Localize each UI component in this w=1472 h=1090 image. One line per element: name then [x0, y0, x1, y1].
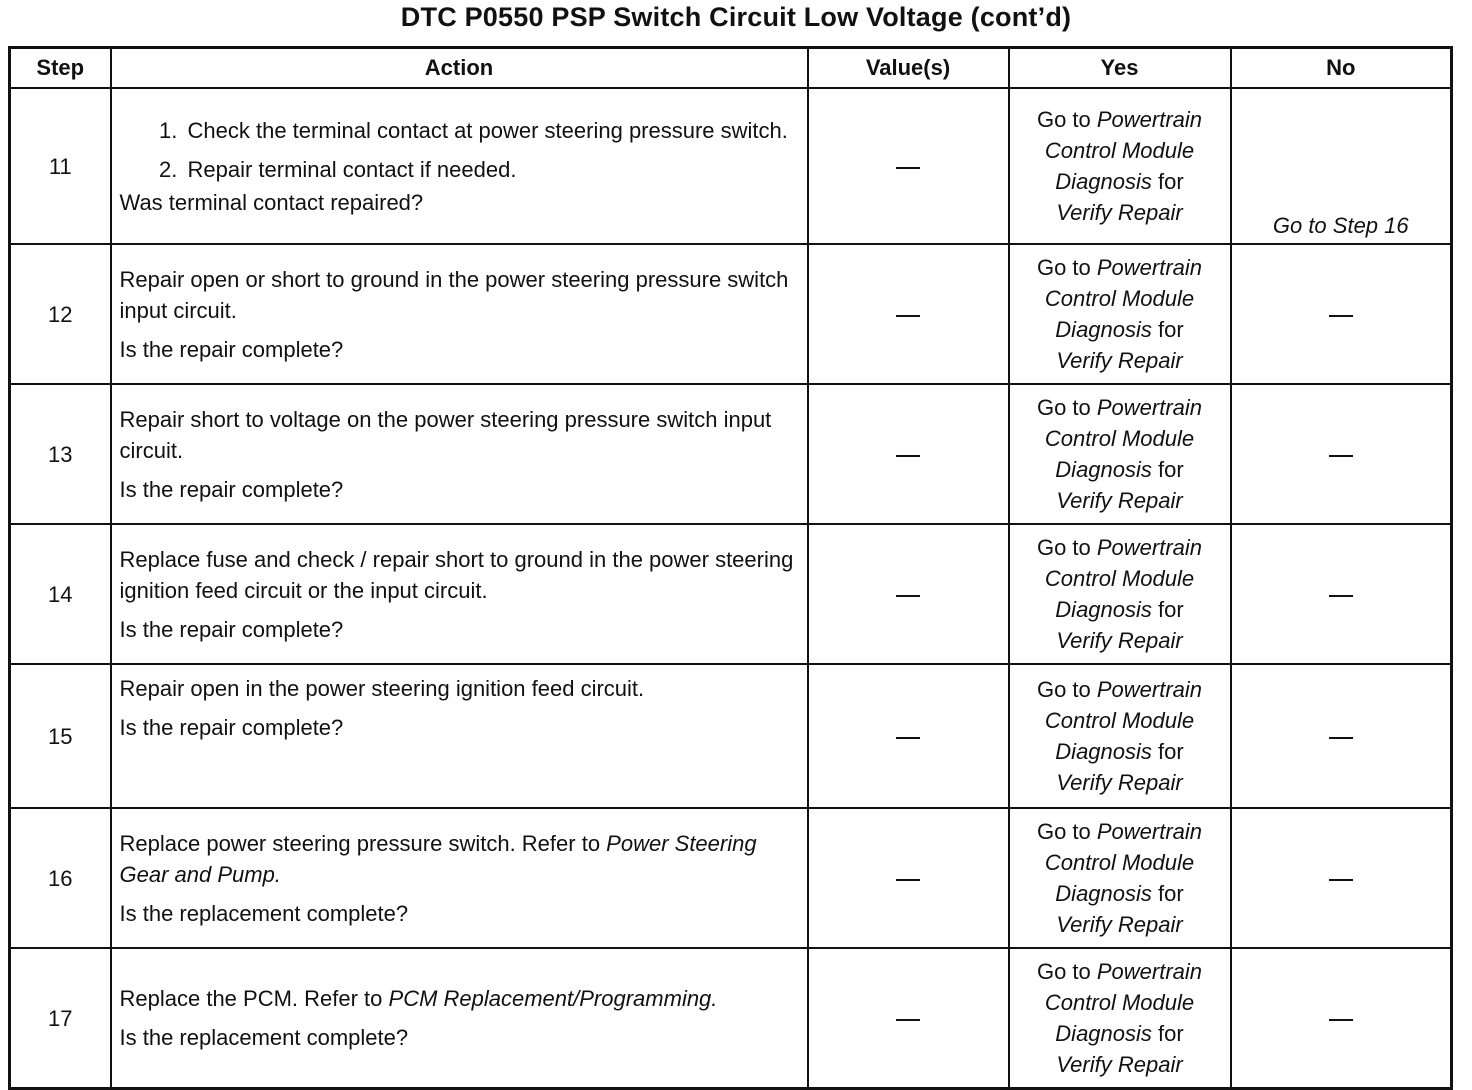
action-reference: Power Steering Gear and Pump.: [119, 830, 757, 887]
yes-ref-powertrain: Powertrain: [1096, 395, 1203, 420]
action-question: Is the replacement complete?: [119, 1025, 409, 1050]
yes-for: for: [1151, 169, 1184, 194]
action-list-item: 2. Repair terminal contact if needed.: [184, 154, 799, 185]
no-dash: [1329, 879, 1353, 881]
action-text: [120, 983, 799, 1014]
yes-cell: [1009, 524, 1231, 664]
yes-ref-powertrain: Powertrain: [1096, 819, 1203, 844]
action-question: Is the repair complete?: [119, 715, 344, 740]
no-go-to-step: Go to Step 16: [1272, 213, 1409, 238]
yes-ref-verify-repair: Verify Repair: [1056, 770, 1183, 795]
action-text: [120, 828, 799, 890]
yes-go-to: Go to: [1036, 535, 1097, 560]
page-title: DTC P0550 PSP Switch Circuit Low Voltage (cont’d): [400, 2, 1072, 32]
yes-cell: [1009, 808, 1231, 948]
action-cell: [111, 88, 808, 244]
action-prefix: Replace the PCM. Refer to: [119, 986, 389, 1011]
yes-ref-verify-repair: Verify Repair: [1056, 348, 1183, 373]
table-row: [10, 808, 1452, 948]
action-text: Repair open or short to ground in the power steering pressure switch input circuit.: [119, 266, 789, 323]
no-cell: [1231, 384, 1452, 524]
table-row: [10, 244, 1452, 384]
table-row: [10, 524, 1452, 664]
yes-ref-control-module: Control Module: [1044, 850, 1195, 875]
value-dash: [896, 315, 920, 317]
action-cell: [111, 664, 808, 808]
yes-ref-control-module: Control Module: [1044, 990, 1195, 1015]
action-cell: [111, 244, 808, 384]
yes-cell: [1009, 88, 1231, 244]
yes-cell: [1009, 664, 1231, 808]
value-dash: [896, 737, 920, 739]
no-dash: [1329, 315, 1353, 317]
header-no: No: [1231, 48, 1452, 89]
no-cell: [1231, 808, 1452, 948]
value-dash: [896, 455, 920, 457]
yes-for: for: [1151, 317, 1184, 342]
yes-go-to: Go to: [1036, 677, 1097, 702]
value-cell: [808, 88, 1009, 244]
value-cell: [808, 948, 1009, 1089]
no-dash: [1329, 737, 1353, 739]
action-cell: [111, 524, 808, 664]
no-cell: [1231, 524, 1452, 664]
yes-ref-verify-repair: Verify Repair: [1056, 628, 1183, 653]
yes-ref-powertrain: Powertrain: [1096, 107, 1203, 132]
yes-cell: [1009, 384, 1231, 524]
no-dash: [1329, 595, 1353, 597]
yes-ref-control-module: Control Module: [1044, 138, 1195, 163]
no-cell: [1231, 948, 1452, 1089]
action-cell: [111, 384, 808, 524]
table-row: [10, 948, 1452, 1089]
value-cell: [808, 384, 1009, 524]
yes-for: for: [1151, 881, 1184, 906]
value-dash: [896, 879, 920, 881]
yes-ref-verify-repair: Verify Repair: [1056, 488, 1183, 513]
yes-ref-verify-repair: Verify Repair: [1056, 912, 1183, 937]
action-prefix: Replace power steering pressure switch. Refer to: [119, 830, 607, 856]
yes-for: for: [1151, 597, 1184, 622]
action-text: Repair short to voltage on the power steering pressure switch input circuit.: [119, 406, 772, 463]
yes-ref-diagnosis: Diagnosis: [1055, 739, 1152, 764]
header-action: Action: [111, 48, 808, 89]
yes-ref-powertrain: Powertrain: [1096, 677, 1203, 702]
yes-go-to: Go to: [1036, 959, 1097, 984]
header-step: Step: [10, 48, 111, 89]
value-cell: [808, 808, 1009, 948]
yes-ref-powertrain: Powertrain: [1096, 959, 1203, 984]
yes-ref-control-module: Control Module: [1044, 566, 1195, 591]
header-yes: Yes: [1009, 48, 1231, 89]
no-cell: [1231, 664, 1452, 808]
table-row: [10, 88, 1452, 244]
table-header-row: [10, 48, 1452, 89]
yes-ref-control-module: Control Module: [1044, 286, 1195, 311]
action-list: [120, 115, 799, 185]
no-cell: [1231, 244, 1452, 384]
action-cell: [111, 808, 808, 948]
step-number: 14: [10, 524, 111, 664]
step-number: 12: [10, 244, 111, 384]
header-values: Value(s): [808, 48, 1009, 89]
table-row: [10, 384, 1452, 524]
action-question: Is the repair complete?: [119, 616, 344, 642]
yes-go-to: Go to: [1036, 395, 1097, 420]
yes-for: for: [1151, 1021, 1184, 1046]
action-reference: PCM Replacement/Programming.: [388, 986, 718, 1011]
value-dash: [896, 1019, 920, 1021]
action-text: Replace fuse and check / repair short to ground in the power steering ignition feed circuit or the input circuit.: [119, 546, 794, 603]
yes-ref-powertrain: Powertrain: [1096, 535, 1203, 560]
yes-ref-diagnosis: Diagnosis: [1055, 597, 1152, 622]
action-question: Was terminal contact repaired?: [119, 189, 424, 215]
yes-for: for: [1151, 739, 1184, 764]
yes-ref-diagnosis: Diagnosis: [1055, 169, 1152, 194]
diagnostic-table: [8, 46, 1453, 1090]
action-text: Repair open in the power steering ignition feed circuit.: [119, 676, 645, 701]
yes-ref-powertrain: Powertrain: [1096, 255, 1203, 280]
yes-ref-diagnosis: Diagnosis: [1055, 457, 1152, 482]
yes-ref-diagnosis: Diagnosis: [1055, 317, 1152, 342]
yes-ref-verify-repair: Verify Repair: [1056, 200, 1183, 225]
no-dash: [1329, 455, 1353, 457]
step-number: 16: [10, 808, 111, 948]
value-cell: [808, 244, 1009, 384]
action-question: Is the replacement complete?: [119, 900, 409, 926]
yes-cell: [1009, 948, 1231, 1089]
action-question: Is the repair complete?: [119, 476, 344, 502]
yes-go-to: Go to: [1036, 107, 1097, 132]
no-cell: [1231, 88, 1452, 244]
yes-go-to: Go to: [1036, 255, 1097, 280]
value-dash: [896, 167, 920, 169]
step-number: 11: [10, 88, 111, 244]
step-number: 13: [10, 384, 111, 524]
yes-ref-diagnosis: Diagnosis: [1055, 881, 1152, 906]
action-cell: [111, 948, 808, 1089]
value-dash: [896, 595, 920, 597]
no-dash: [1329, 1019, 1353, 1021]
value-cell: [808, 664, 1009, 808]
step-number: 17: [10, 948, 111, 1089]
yes-cell: [1009, 244, 1231, 384]
step-number: 15: [10, 664, 111, 808]
action-list-item: 1. Check the terminal contact at power steering pressure switch.: [184, 115, 799, 146]
table-row: [10, 664, 1452, 808]
yes-ref-diagnosis: Diagnosis: [1055, 1021, 1152, 1046]
yes-ref-control-module: Control Module: [1044, 708, 1195, 733]
value-cell: [808, 524, 1009, 664]
yes-go-to: Go to: [1036, 819, 1097, 844]
yes-ref-control-module: Control Module: [1044, 426, 1195, 451]
action-question: Is the repair complete?: [119, 336, 344, 362]
yes-ref-verify-repair: Verify Repair: [1056, 1052, 1183, 1077]
yes-for: for: [1151, 457, 1184, 482]
